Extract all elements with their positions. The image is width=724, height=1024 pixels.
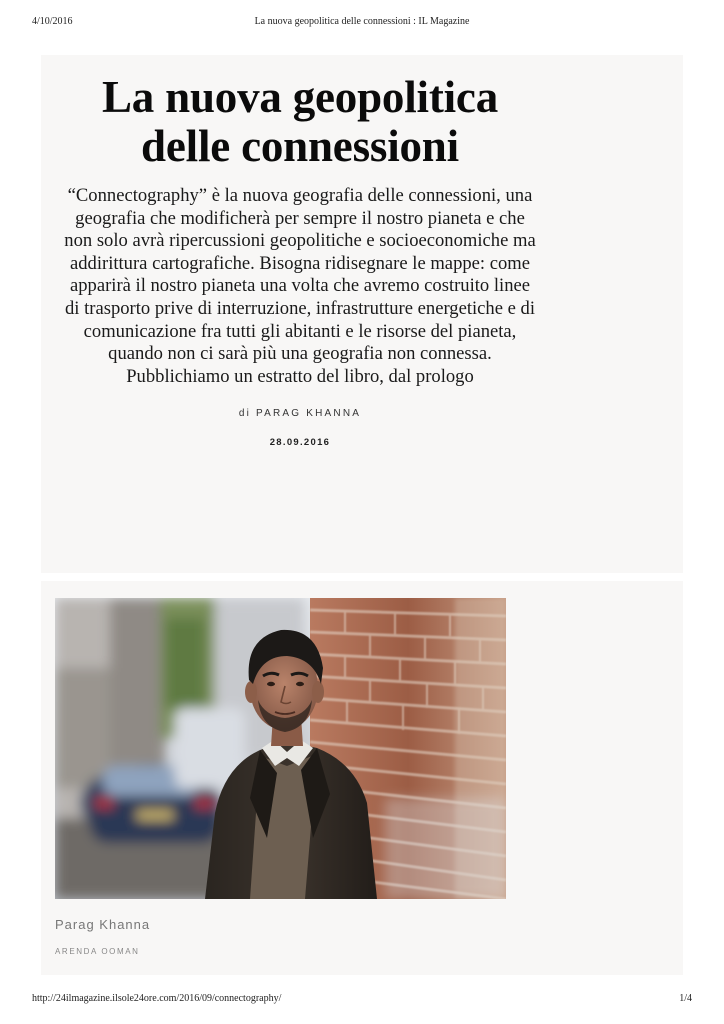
print-url: http://24ilmagazine.ilsole24ore.com/2016/09/connectography/	[32, 993, 282, 1004]
photo-credit: ARENDA OOMAN	[55, 947, 140, 956]
article-title	[61, 73, 539, 171]
article-byline: di PARAG KHANNA	[238, 408, 362, 420]
author-photo	[55, 598, 506, 899]
photo-caption: Parag Khanna	[55, 917, 151, 932]
print-doc-title: La nuova geopolitica delle connessioni : IL Magazine	[254, 16, 470, 27]
article-date: 28.09.2016	[269, 437, 331, 449]
print-date: 4/10/2016	[32, 16, 73, 27]
print-footer	[32, 993, 692, 1007]
article-title-line-1: La nuova geopolitica	[101, 72, 499, 122]
photo-card	[41, 581, 683, 975]
print-page-number: 1/4	[679, 993, 692, 1004]
article-hero	[61, 73, 539, 448]
article-summary: “Connectography” è la nuova geografia delle connessioni, una geografia che modificherà per sempre il nostro pianeta e che non solo avrà ripercussioni geopolitiche e socioeconomiche ma addirittura cartografiche. Bisogna ridisegnare le mappe: come apparirà il nostro pianeta una volta che avremo costruito linee di trasporto prive di interruzione, infrastrutture energetiche e di comunicazione fra tutti gli abitanti e le risorse del pianeta, quando non ci sarà più una geografia non connessa. Pubblichiamo un estratto del libro, dal prologo	[64, 185, 536, 387]
print-header	[32, 16, 692, 30]
article-title-line-2: delle connessioni	[141, 121, 459, 171]
article-hero-card	[41, 55, 683, 573]
